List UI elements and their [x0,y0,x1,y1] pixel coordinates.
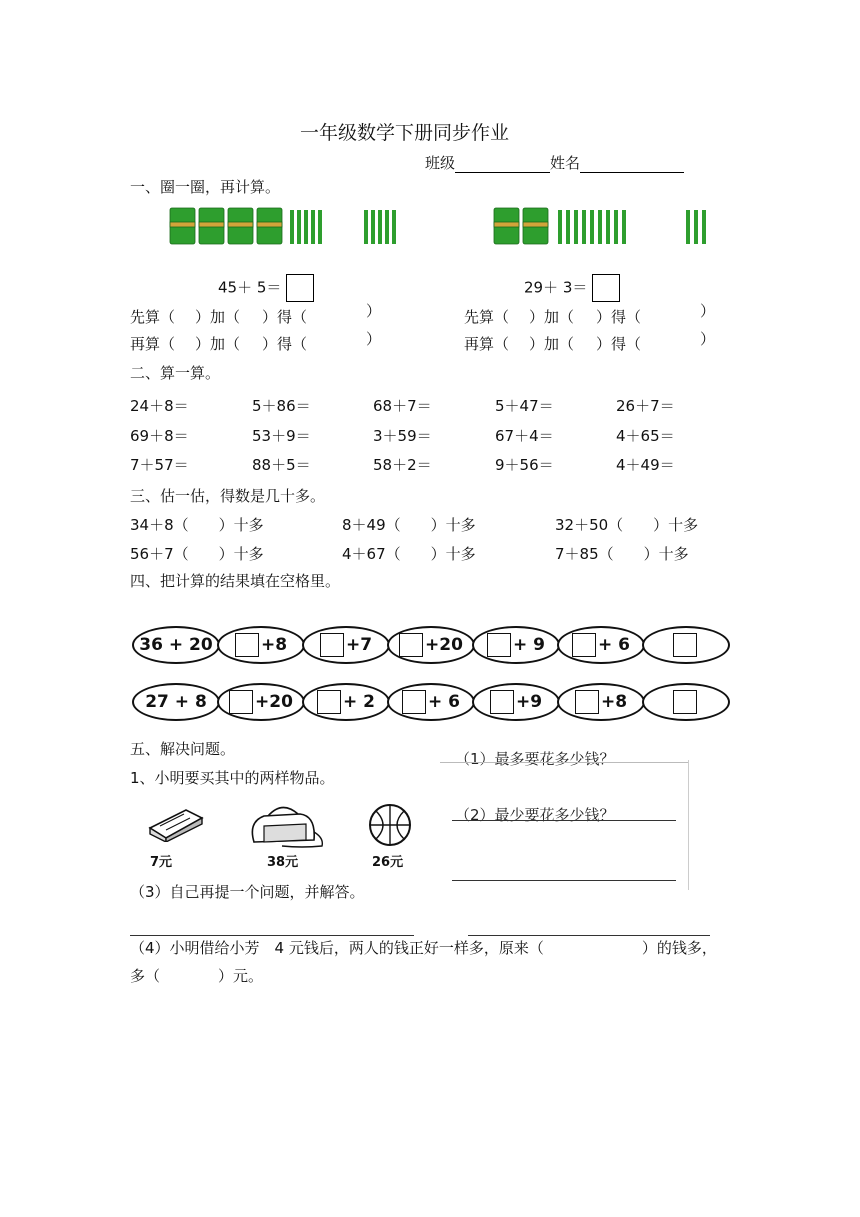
calc-item: 24＋8＝ [130,397,189,415]
ten-bundle-3 [228,208,253,244]
stick-bundles-right [492,204,717,248]
class-blank[interactable] [455,156,550,173]
calc-item: 4＋65＝ [616,427,675,445]
calc-item: 4＋49＝ [616,456,675,474]
answer-box[interactable] [229,690,253,714]
price-schoolbag: 38元 [267,855,299,870]
step-row-second-right-close: ） [700,330,716,348]
answer-box[interactable] [673,633,697,657]
problem-1-text: 1、小明要买其中的两样物品。 [130,769,335,787]
chain-step: +9 [472,683,560,721]
step-row-first-right-close: ） [700,302,716,320]
answer-box[interactable] [317,690,341,714]
calc-item: 3＋59＝ [373,427,432,445]
answer-box[interactable] [286,274,314,302]
name-blank[interactable] [580,156,684,173]
step-row-second-right: 再算（ ）加（ ）得（ [464,335,642,353]
schoolbag-icon [242,802,326,848]
calc-chain-1 [130,626,730,668]
name-label: 姓名 [550,154,581,172]
price-basketball: 26元 [372,855,404,870]
answer-line[interactable] [468,935,710,936]
step-row-first-left-close: ） [366,302,382,320]
answer-line[interactable] [452,820,676,821]
pencil-box-icon [146,804,206,842]
estimate-item: 8＋49（ ）十多 [342,516,476,534]
page-title: 一年级数学下册同步作业 [300,122,510,144]
price-pencil-box: 7元 [150,855,173,870]
answer-line[interactable] [452,880,676,881]
answer-box[interactable] [402,690,426,714]
section-1-heading: 一、圈一圈，再计算。 [130,178,281,196]
student-info [425,152,684,173]
answer-box[interactable] [490,690,514,714]
answer-box[interactable] [673,690,697,714]
estimate-item: 56＋7（ ）十多 [130,545,264,563]
answer-line [440,762,688,763]
ten-bundle-b [523,208,548,244]
estimate-item: 34＋8（ ）十多 [130,516,264,534]
answer-box[interactable] [575,690,599,714]
equation-left [218,274,314,302]
calc-item: 67＋4＝ [495,427,554,445]
equation-left-text: 45＋ 5＝ [218,278,282,297]
question-own: （3）自己再提一个问题，并解答。 [130,883,365,901]
calc-item: 58＋2＝ [373,456,432,474]
chain-start: 36 + 20 [132,626,220,664]
section-4-heading: 四、把计算的结果填在空格里。 [130,572,341,590]
calc-item: 88＋5＝ [252,456,311,474]
stick-bundles-left [168,204,418,248]
step-row-second-left-close: ） [366,330,382,348]
chain-result [642,683,730,721]
step-row-first-left: 先算（ ）加（ ）得（ [130,308,308,326]
chain-step: +7 [302,626,390,664]
chain-start: 27 + 8 [132,683,220,721]
chain-step: +8 [217,626,305,664]
section-5-heading: 五、解决问题。 [130,740,236,758]
answer-box[interactable] [320,633,344,657]
equation-right [524,274,620,302]
calc-item: 26＋7＝ [616,397,675,415]
chain-step: + 2 [302,683,390,721]
step-row-first-right: 先算（ ）加（ ）得（ [464,308,642,326]
chain-step: + 6 [557,626,645,664]
ten-bundle-a [494,208,519,244]
question-min: （2）最少要花多少钱？ [455,806,615,824]
estimate-item: 32＋50（ ）十多 [555,516,699,534]
chain-step: +20 [387,626,475,664]
basketball-icon [367,802,413,848]
calc-chain-2 [130,683,730,725]
answer-box[interactable] [399,633,423,657]
chain-step: +20 [217,683,305,721]
answer-line[interactable] [130,935,414,936]
question-4-line1: （4）小明借给小芳 4 元钱后，两人的钱正好一样多，原来（ ）的钱多， [130,939,717,957]
question-max: （1）最多要花多少钱？ [455,750,615,768]
step-row-second-left: 再算（ ）加（ ）得（ [130,335,308,353]
chain-result [642,626,730,664]
class-label: 班级 [425,154,456,172]
ten-bundle-4 [257,208,282,244]
answer-box[interactable] [572,633,596,657]
answer-box[interactable] [487,633,511,657]
calc-item: 9＋56＝ [495,456,554,474]
chain-step: +8 [557,683,645,721]
chain-step: + 6 [387,683,475,721]
question-4-line2: 多（ ）元。 [130,967,264,985]
section-2-heading: 二、算一算。 [130,364,221,382]
answer-box[interactable] [592,274,620,302]
equation-right-text: 29＋ 3＝ [524,278,588,297]
calc-item: 68＋7＝ [373,397,432,415]
calc-item: 69＋8＝ [130,427,189,445]
estimate-item: 4＋67（ ）十多 [342,545,476,563]
ten-bundle-1 [170,208,195,244]
calc-item: 5＋47＝ [495,397,554,415]
calc-item: 53＋9＝ [252,427,311,445]
frame-line [688,760,689,890]
ten-bundle-2 [199,208,224,244]
estimate-item: 7＋85（ ）十多 [555,545,689,563]
answer-box[interactable] [235,633,259,657]
calc-item: 5＋86＝ [252,397,311,415]
section-3-heading: 三、估一估，得数是几十多。 [130,487,326,505]
chain-step: + 9 [472,626,560,664]
calc-item: 7＋57＝ [130,456,189,474]
